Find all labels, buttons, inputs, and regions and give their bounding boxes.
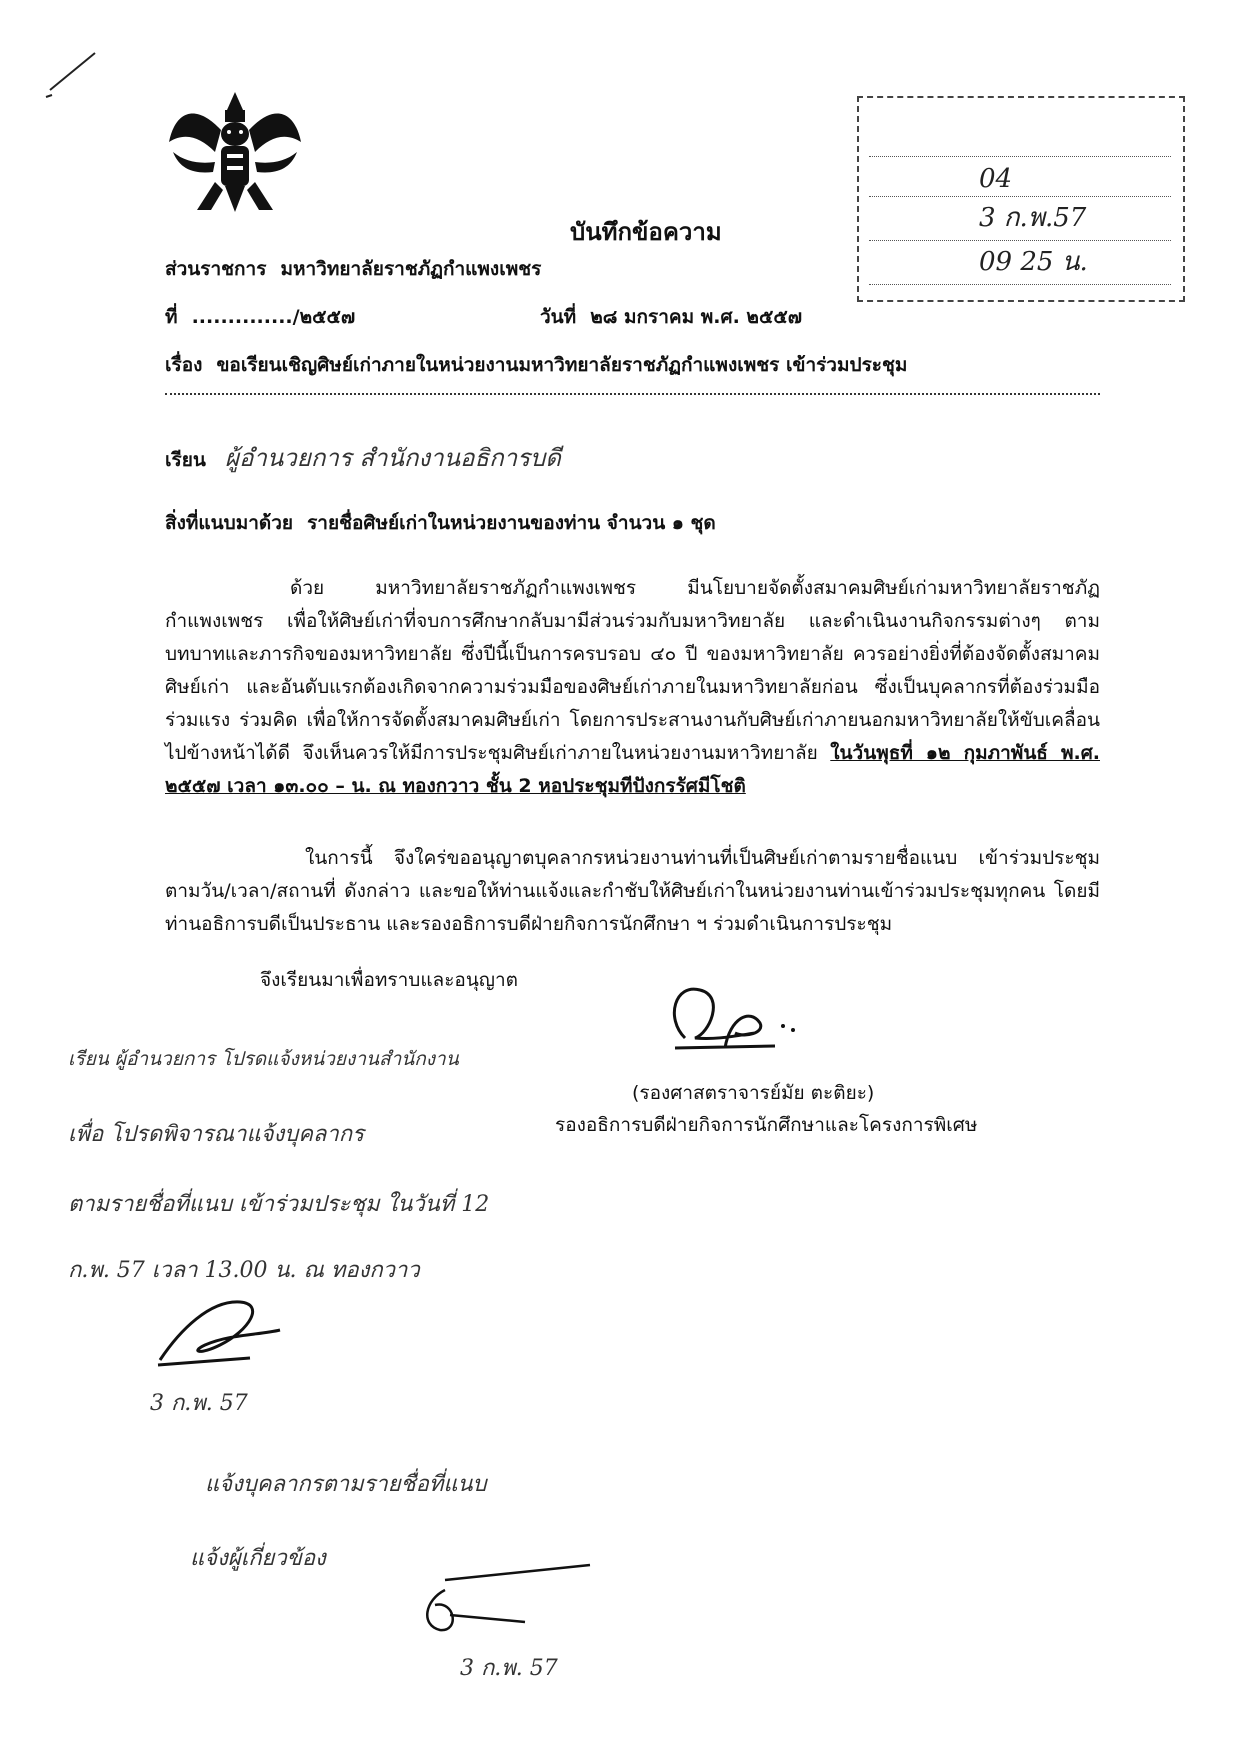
stamp-row-time	[869, 244, 1171, 285]
annotation-1-line-3: ตามรายชื่อที่แนบ เข้าร่วมประชุม ในวันที่ 12	[68, 1192, 490, 1217]
body-paragraph-1-text: ด้วย มหาวิทยาลัยราชภัฏกำแพงเพชร มีนโยบายจัดตั้งสมาคมศิษย์เก่ามหาวิทยาลัยราชภัฏกำแพงเพชร เพื่อให้ศิษย์เก่าที่จบการศึกษากลับมามีส่วนร่วมกับมหาวิทยาลัย และดำเนินงานกิจกรรมต่างๆ ตามบทบาทและภารกิจของมหาวิทยาลัย ซึ่งปีนี้เป็นการครบรอบ ๔๐ ปี ของมหาวิทยาลัย ควรอย่างยิ่งที่ต้องจัดตั้งสมาคมศิษย์เก่า และอันดับแรกต้องเกิดจากความร่วมมือของศิษย์เก่าภายในมหาวิทยาลัยก่อน ซึ่งเป็นบุคลากรที่ต้องร่วมมือร่วมแรง ร่วมคิด เพื่อให้การจัดตั้งสมาคมศิษย์เก่า โดยการประสานงานกับศิษย์เก่าภายนอกมหาวิทยาลัยให้ขับเคลื่อนไปข้างหน้าได้ดี จึงเห็นควรให้มีการประชุมศิษย์เก่าภายในหน่วยงานมหาวิทยาลัย	[165, 577, 1100, 764]
date-label: วันที่	[540, 306, 577, 328]
agency-value: มหาวิทยาลัยราชภัฏกำแพงเพชร	[280, 258, 542, 280]
body-paragraph-2	[165, 842, 1100, 941]
stamp-row-office	[869, 116, 1171, 157]
annotation-1-signature	[150, 1290, 290, 1370]
corner-mark-icon	[40, 45, 110, 105]
stamp-number: 04	[979, 164, 1013, 194]
garuda-emblem-icon	[165, 82, 305, 222]
salutation-handwritten: ผู้อำนวยการ สำนักงานอธิการบดี	[224, 444, 561, 472]
annotation-1-line-2: เพื่อ โปรดพิจารณาแจ้งบุคลากร	[68, 1122, 364, 1147]
subject-value: ขอเรียนเชิญศิษย์เก่าภายในหน่วยงานมหาวิทยาลัยราชภัฏกำแพงเพชร เข้าร่วมประชุม	[216, 354, 908, 376]
body-paragraph-1	[165, 572, 1100, 803]
meeting-details: ในวันพุธที่ ๑๒ กุมภาพันธ์ พ.ศ. ๒๕๕๗ เวลา ๑๓.๐๐ – น. ณ ทองกวาว ชั้น 2 หอประชุมทีปังกรรัศมีโชติ	[165, 742, 1100, 797]
subject-divider	[165, 393, 1100, 395]
signature-scribble	[655, 978, 805, 1068]
date-line	[540, 302, 802, 332]
signer-position: รองอธิการบดีฝ่ายกิจการนักศึกษาและโครงการพิเศษ	[555, 1114, 978, 1136]
subject-line	[165, 350, 907, 380]
receipt-stamp	[857, 96, 1185, 302]
annotation-2-line-1: แจ้งบุคลากรตามรายชื่อที่แนบ	[205, 1472, 487, 1497]
number-label: ที่	[165, 306, 178, 328]
stamp-time: 09 25 น.	[979, 247, 1088, 277]
number-line	[165, 302, 355, 332]
body-paragraph-2-text: ในการนี้ จึงใคร่ขออนุญาตบุคลากรหน่วยงานท่านที่เป็นศิษย์เก่าตามรายชื่อแนบ เข้าร่วมประชุมตามวัน/เวลา/สถานที่ ดังกล่าว และขอให้ท่านแจ้งและกำชับให้ศิษย์เก่าในหน่วยงานท่านเข้าร่วมประชุมทุกคน โดยมีท่านอธิการบดีเป็นประธาน และรองอธิการบดีฝ่ายกิจการนักศึกษา ฯ ร่วมดำเนินการประชุม	[165, 847, 1100, 935]
stamp-row-date	[869, 200, 1171, 241]
closing-line: จึงเรียนมาเพื่อทราบและอนุญาต	[260, 969, 519, 991]
annotation-1-date: 3 ก.พ. 57	[150, 1391, 248, 1416]
annotation-1-line-1: เรียน ผู้อำนวยการ โปรดแจ้งหน่วยงานสำนักงาน	[68, 1048, 459, 1070]
annotation-2-line-2: แจ้งผู้เกี่ยวข้อง	[190, 1546, 326, 1571]
annotation-1-line-4: ก.พ. 57 เวลา 13.00 น. ณ ทองกวาว	[68, 1258, 420, 1283]
salutation-label: เรียน	[165, 449, 206, 471]
salutation-line	[165, 438, 561, 477]
date-value: ๒๘ มกราคม พ.ศ. ๒๕๕๗	[590, 306, 802, 328]
attachment-label: สิ่งที่แนบมาด้วย	[165, 512, 294, 534]
signer-name: (รองศาสตราจารย์มัย ตะติยะ)	[632, 1082, 875, 1104]
memo-title: บันทึกข้อความ	[570, 218, 722, 246]
stamp-row-number	[869, 156, 1171, 197]
attachment-line	[165, 508, 716, 538]
annotation-2-signature	[405, 1560, 605, 1650]
stamp-date: 3 ก.พ.57	[979, 203, 1087, 233]
agency-label: ส่วนราชการ	[165, 258, 267, 280]
subject-label: เรื่อง	[165, 354, 203, 376]
agency-line	[165, 254, 541, 284]
number-value: ............../๒๕๕๗	[191, 306, 356, 328]
attachment-value: รายชื่อศิษย์เก่าในหน่วยงานของท่าน จำนวน ๑ ชุด	[307, 512, 716, 534]
annotation-2-date: 3 ก.พ. 57	[460, 1656, 558, 1681]
